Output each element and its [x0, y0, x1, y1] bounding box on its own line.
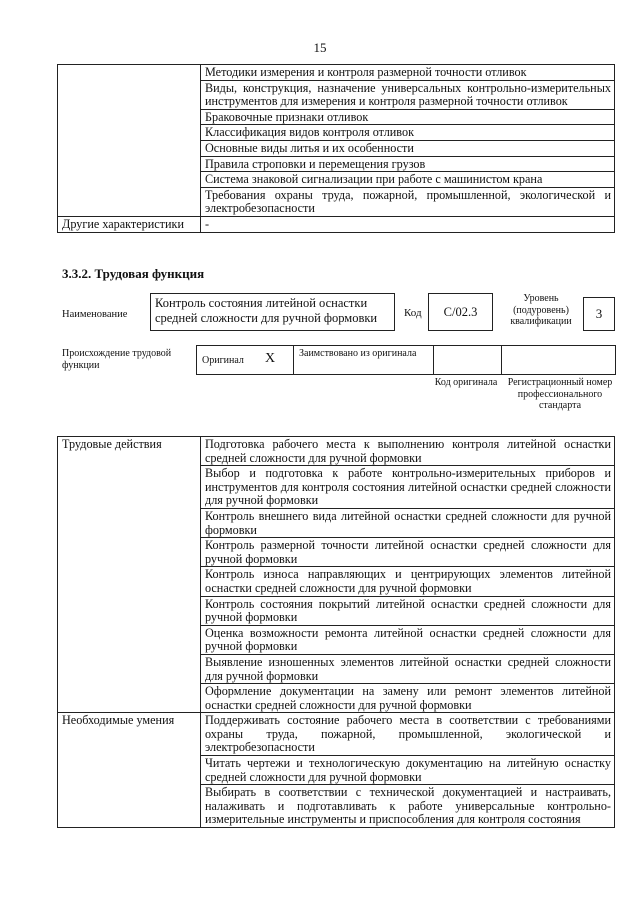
- origin-table: [196, 345, 616, 375]
- section-label: Трудовые действия: [58, 437, 201, 713]
- table-row: [58, 65, 615, 81]
- code-value: C/02.3: [443, 304, 478, 319]
- table-cell: Основные виды литья и их особенности: [201, 140, 615, 156]
- original-mark: X: [265, 351, 276, 366]
- table-cell: Система знаковой сигнализации при работе с машинистом крана: [201, 172, 615, 188]
- level-value: 3: [595, 306, 603, 321]
- table-cell: Браковочные признаки отливок: [201, 109, 615, 125]
- registration-caption: Регистрационный номер профессионального стандарта: [507, 377, 613, 411]
- table-row: [58, 713, 615, 756]
- knowledge-table: [57, 64, 615, 233]
- table-cell: Поддерживать состояние рабочего места в соответствии с требованиями охраны труда, пожарной, промышленной, экологической и электробезопасности: [201, 713, 615, 756]
- code-box: [428, 293, 493, 331]
- table-cell: Выявление изношенных элементов литейной оснастки средней сложности для ручной формовки: [201, 654, 615, 683]
- table-cell: -: [201, 216, 615, 232]
- labor-function-table: [57, 436, 615, 828]
- row-label: [58, 65, 201, 217]
- table-cell: Подготовка рабочего места к выполнению контроля литейной оснастки средней сложности для ручной формовки: [201, 437, 615, 466]
- table-cell: Оценка возможности ремонта литейной оснастки средней сложности для ручной формовки: [201, 625, 615, 654]
- table-cell: Выбирать в соответствии с технической документацией и настраивать, налаживать и подготавливать к работе универсальные контрольно-измерительные инструменты и приспособления для контроля состояния: [201, 785, 615, 828]
- table-cell: Правила строповки и перемещения грузов: [201, 156, 615, 172]
- table-cell: Читать чертежи и технологическую документацию на литейную оснастку средней сложности для ручной формовки: [201, 756, 615, 785]
- level-label: Уровень (подуровень) квалификации: [510, 293, 572, 327]
- table-cell: Требования охраны труда, пожарной, промышленной, экологической и электробезопасности: [201, 187, 615, 216]
- function-name-value: Контроль состояния литейной оснастки средней сложности для ручной формовки: [155, 296, 378, 325]
- table-row: [58, 216, 615, 232]
- page-number: 15: [313, 40, 327, 55]
- table-cell: Контроль размерной точности литейной оснастки средней сложности для ручной формовки: [201, 538, 615, 567]
- table-cell: Методики измерения и контроля размерной точности отливок: [201, 65, 615, 81]
- table-cell: Оформление документации на замену или ремонт элементов литейной оснастки средней сложности для ручной формовки: [201, 684, 615, 713]
- table-cell: Виды, конструкция, назначение универсальных контрольно-измерительных инструментов для измерения и контроля размерной точности отливок: [201, 80, 615, 109]
- function-name-box: [150, 293, 395, 331]
- borrowed-label: Заимствовано из оригинала: [299, 348, 417, 359]
- section-title: 3.3.2. Трудовая функция: [62, 266, 205, 281]
- original-label: Оригинал: [202, 355, 244, 366]
- origin-label: Происхождение трудовой функции: [62, 348, 172, 371]
- section-label: Необходимые умения: [58, 713, 201, 828]
- table-cell: Контроль износа направляющих и центрирующих элементов литейной оснастки средней сложности для ручной формовки: [201, 567, 615, 596]
- table-cell: Контроль внешнего вида литейной оснастки средней сложности для ручной формовки: [201, 508, 615, 537]
- table-cell: Классификация видов контроля отливок: [201, 125, 615, 141]
- level-box: [583, 297, 615, 331]
- code-original-caption: Код оригинала: [434, 377, 498, 388]
- name-label: Наименование: [62, 309, 128, 320]
- row-label: Другие характеристики: [58, 216, 201, 232]
- table-cell: Выбор и подготовка к работе контрольно-измерительных приборов и инструментов для контроля состояния литейной оснастки средней сложности для ручной формовки: [201, 466, 615, 509]
- table-cell: Контроль состояния покрытий литейной оснастки средней сложности для ручной формовки: [201, 596, 615, 625]
- code-label: Код: [404, 307, 422, 319]
- table-row: [58, 437, 615, 466]
